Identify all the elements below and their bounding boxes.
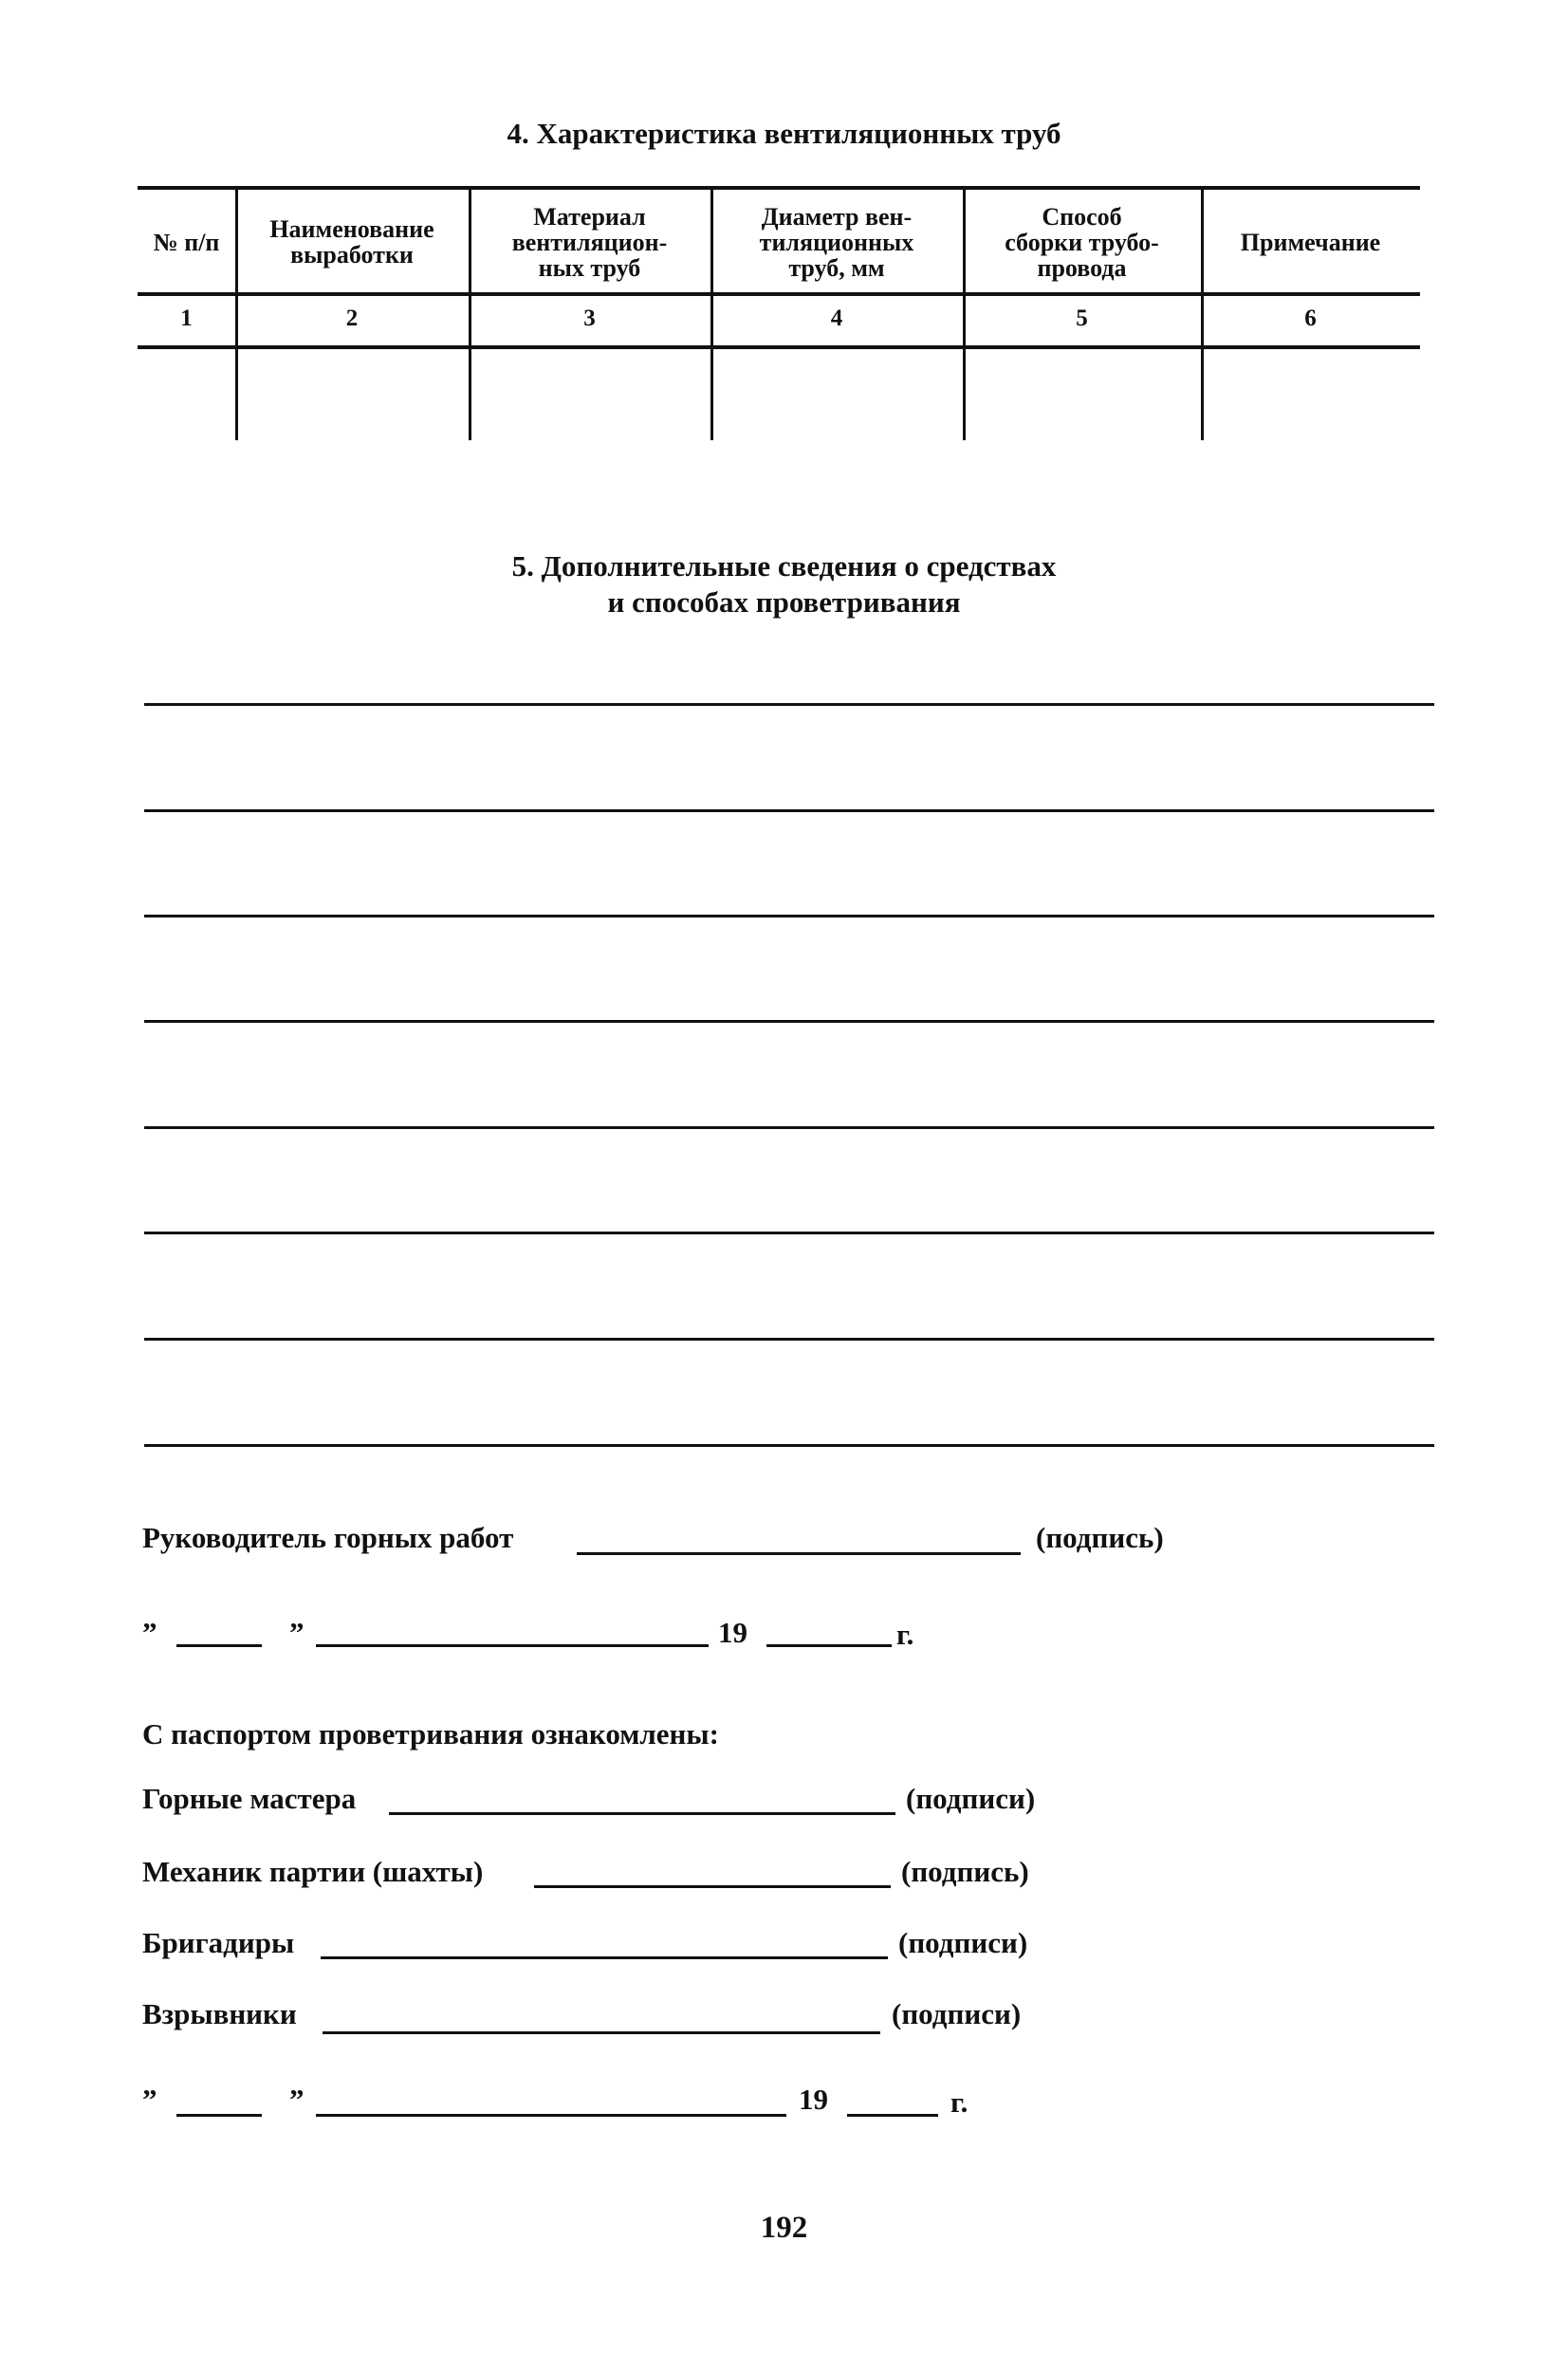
table-header-pipe-diameter: Диаметр вен- тиляционных труб, мм [759, 202, 914, 282]
date-open-quote: ” [142, 1616, 157, 1649]
head-of-mining-signature-line[interactable] [577, 1552, 1021, 1555]
table-column-number: 6 [1304, 306, 1317, 331]
blank-writing-line[interactable] [144, 1232, 1434, 1234]
date2-open-quote: ” [142, 2083, 157, 2116]
section-4-title: 4. Характеристика вентиляционных труб [507, 117, 1061, 150]
date-year-prefix: 19 [718, 1616, 747, 1649]
blank-writing-line[interactable] [144, 915, 1434, 917]
date2-year-prefix: 19 [799, 2083, 828, 2116]
date2-day-line[interactable] [176, 2114, 262, 2117]
table-top-rule [138, 186, 1420, 190]
section-5-title [0, 548, 1568, 621]
date-month-line[interactable] [316, 1644, 709, 1647]
table-header-working-name: Наименование выработки [269, 215, 434, 269]
blank-writing-line[interactable] [144, 809, 1434, 812]
section-5-title-line2: и способах проветривания [607, 585, 961, 619]
table-column-number: 1 [180, 306, 193, 331]
table-header-note: Примечание [1240, 228, 1381, 256]
section-5-title-line1: 5. Дополнительные сведения о средствах [511, 549, 1057, 583]
mechanic-signature-line[interactable] [534, 1885, 891, 1888]
blank-writing-line[interactable] [144, 1444, 1434, 1447]
foremen-sign-caption: (подписи) [906, 1782, 1036, 1815]
date2-month-line[interactable] [316, 2114, 786, 2117]
brigadiers-label: Бригадиры [142, 1926, 295, 1959]
acquainted-heading: С паспортом проветривания ознакомлены: [142, 1717, 719, 1751]
mechanic-sign-caption: (подпись) [901, 1855, 1029, 1888]
blank-writing-line[interactable] [144, 1338, 1434, 1341]
blank-writing-line[interactable] [144, 1126, 1434, 1129]
date-year-suffix: г. [896, 1618, 914, 1651]
table-header-number: № п/п [153, 228, 220, 256]
date2-year-suffix: г. [950, 2085, 968, 2119]
blasters-label: Взрывники [142, 1997, 297, 2030]
date-year-line[interactable] [766, 1644, 892, 1647]
table-header-assembly-method: Способ сборки трубо- провода [1005, 202, 1159, 282]
date-day-line[interactable] [176, 1644, 262, 1647]
ventilation-pipes-table [138, 186, 1420, 440]
date-close-quote: ” [289, 1616, 304, 1649]
brigadiers-signature-line[interactable] [321, 1956, 888, 1959]
table-numbers-rule [138, 345, 1420, 349]
blasters-sign-caption: (подписи) [892, 1997, 1022, 2030]
brigadiers-sign-caption: (подписи) [898, 1926, 1028, 1959]
table-column-number: 2 [345, 306, 359, 331]
table-column-number: 4 [830, 306, 843, 331]
blasters-signature-line[interactable] [323, 2031, 880, 2034]
blank-writing-line[interactable] [144, 703, 1434, 706]
date2-year-line[interactable] [847, 2114, 938, 2117]
date2-close-quote: ” [289, 2083, 304, 2116]
foremen-label: Горные мастера [142, 1782, 357, 1815]
table-column-number: 3 [583, 306, 596, 331]
head-of-mining-label: Руководитель горных работ [142, 1521, 514, 1554]
blank-writing-line[interactable] [144, 1020, 1434, 1023]
foremen-signature-line[interactable] [389, 1812, 895, 1815]
table-column-number: 5 [1076, 306, 1088, 331]
head-of-mining-sign-caption: (подпись) [1036, 1521, 1164, 1554]
mechanic-label: Механик партии (шахты) [142, 1855, 484, 1888]
page-number: 192 [760, 2211, 808, 2245]
table-header-pipe-material: Материал вентиляцион- ных труб [511, 202, 668, 282]
